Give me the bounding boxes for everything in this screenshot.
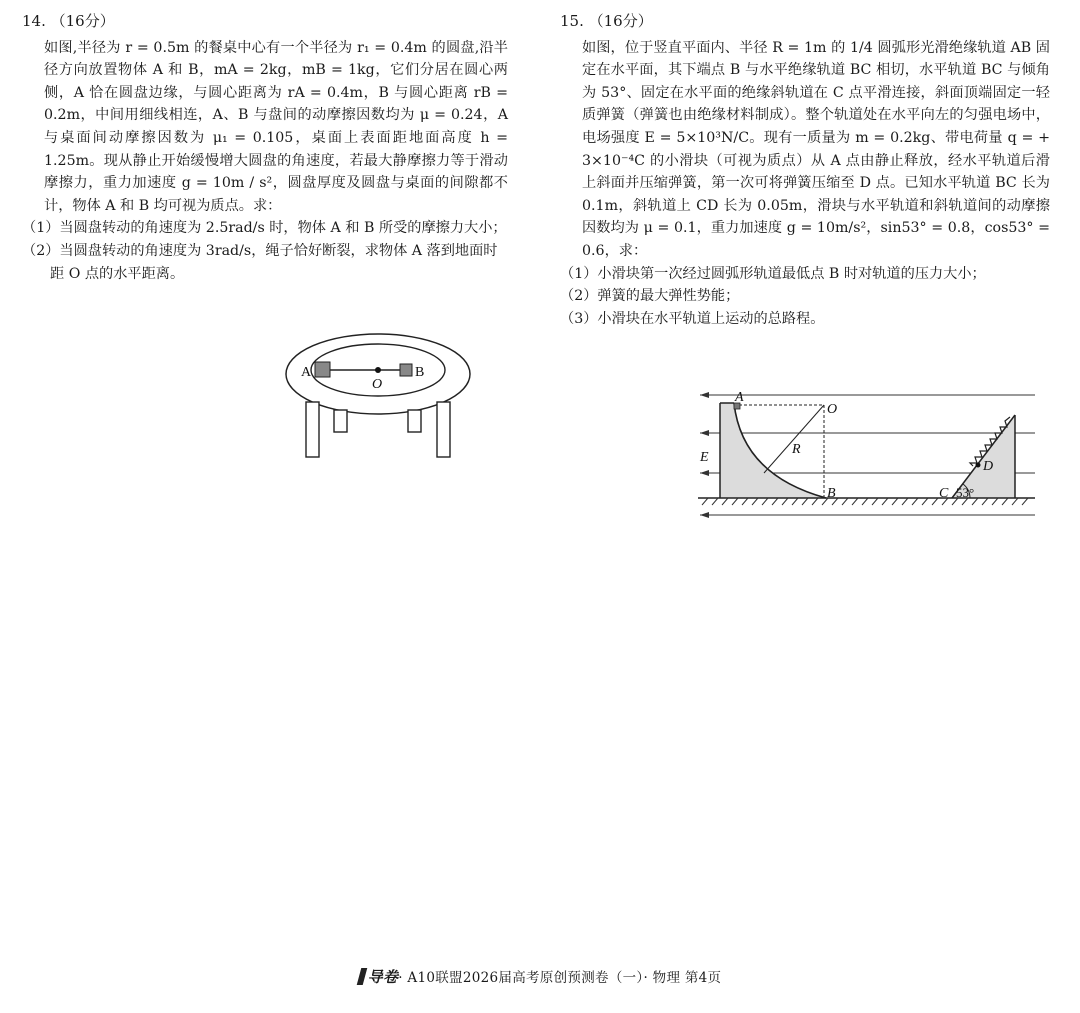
brand-logo-icon (356, 968, 367, 985)
q15-body: 如图，位于竖直平面内、半径 R = 1m 的 1/4 圆弧形光滑绝缘轨道 AB 固定在水平面，其下端点 B 与水平绝缘轨道 BC 相切，水平轨道 BC 与倾角为 53°、固定在水平面的绝缘斜轨道在 C 点平滑连接，斜面顶端固定一轻质弹簧（弹簧也由绝缘材料制成）。整个轨道处在水平向左的匀强电场中，电场强度 E = 5×10³N/C。现有一质量为 m = 0.2kg、带电荷量 q = + 3×10⁻⁴C 的小滑块（可视为质点）从 A 点由静止释放，经水平轨道后滑上斜面并压缩弹簧，第一次可将弹簧压缩至 D 点。已知水平轨道 BC 长为 0.1m，斜轨道上 CD 长为 0.05m，滑块与水平轨道和斜轨道间的动摩擦因数均为 μ = 0.1，重力加速度 g = 10m/s²，sin53° = 0.8，cos53° = 0.6，求： (582, 39, 1050, 259)
q14-figure-table (282, 330, 482, 465)
q15-subquestion-1: （1）小滑块第一次经过圆弧形轨道最低点 B 时对轨道的压力大小； (560, 265, 986, 282)
q15-label-r: R (792, 442, 801, 457)
footer-brand: 导卷 (367, 968, 399, 986)
page-footer (0, 966, 1080, 987)
q15-label-a: A (735, 390, 744, 405)
q14-label-o: O (372, 377, 383, 392)
q14-header: 14. （16分） (22, 12, 115, 30)
q15-label-o: O (827, 402, 838, 417)
q14-label-b: B (415, 365, 425, 380)
q14-body: 如图,半径为 r = 0.5m 的餐桌中心有一个半径为 r₁ = 0.4m 的圆盘,沿半径方向放置物体 A 和 B，mA = 2kg，mB = 1kg，它们分居在圆心两侧，A 恰在圆盘边缘，与圆心距离为 rA = 0.4m，B 与圆心距离 rB = 0.2m，中间用细线相连，A、B 与盘间的动摩擦因数均为 μ = 0.24，A 与桌面间动摩擦因数为 μ₁ = 0.105，桌面上表面距地面高度 h = 1.25m。现从静止开始缓慢增大圆盘的角速度，若最大静摩擦力等于滑动摩擦力，重力加速度 g = 10m / s²，圆盘厚度及圆盘与桌面的间隙都不计，物体 A 和 B 均可视为质点。求： (44, 39, 508, 214)
q15-figure-track (690, 385, 1040, 525)
q15-label-c: C (939, 486, 949, 501)
q14-subquestion-2: （2）当圆盘转动的角速度为 3rad/s，绳子恰好断裂，求物体 A 落到地面时距 O 点的水平距离。 (22, 242, 498, 282)
q15-label-b: B (827, 486, 836, 501)
question-14 (22, 10, 508, 285)
q15-subquestion-3: （3）小滑块在水平轨道上运动的总路程。 (560, 310, 825, 327)
question-15 (560, 10, 1050, 330)
q15-header: 15. （16分） (560, 12, 653, 30)
q14-label-a: A (301, 365, 312, 380)
q15-label-d: D (983, 459, 994, 474)
footer-text: · A10联盟2026届高考原创预测卷（一）· 物理 第4页 (398, 970, 722, 986)
q14-subquestion-1: （1）当圆盘转动的角速度为 2.5rad/s 时，物体 A 和 B 所受的摩擦力大小； (22, 220, 507, 237)
q15-subquestion-2: （2）弹簧的最大弹性势能； (560, 288, 740, 305)
q15-label-angle: 53° (956, 485, 975, 500)
q15-label-e: E (700, 450, 709, 465)
